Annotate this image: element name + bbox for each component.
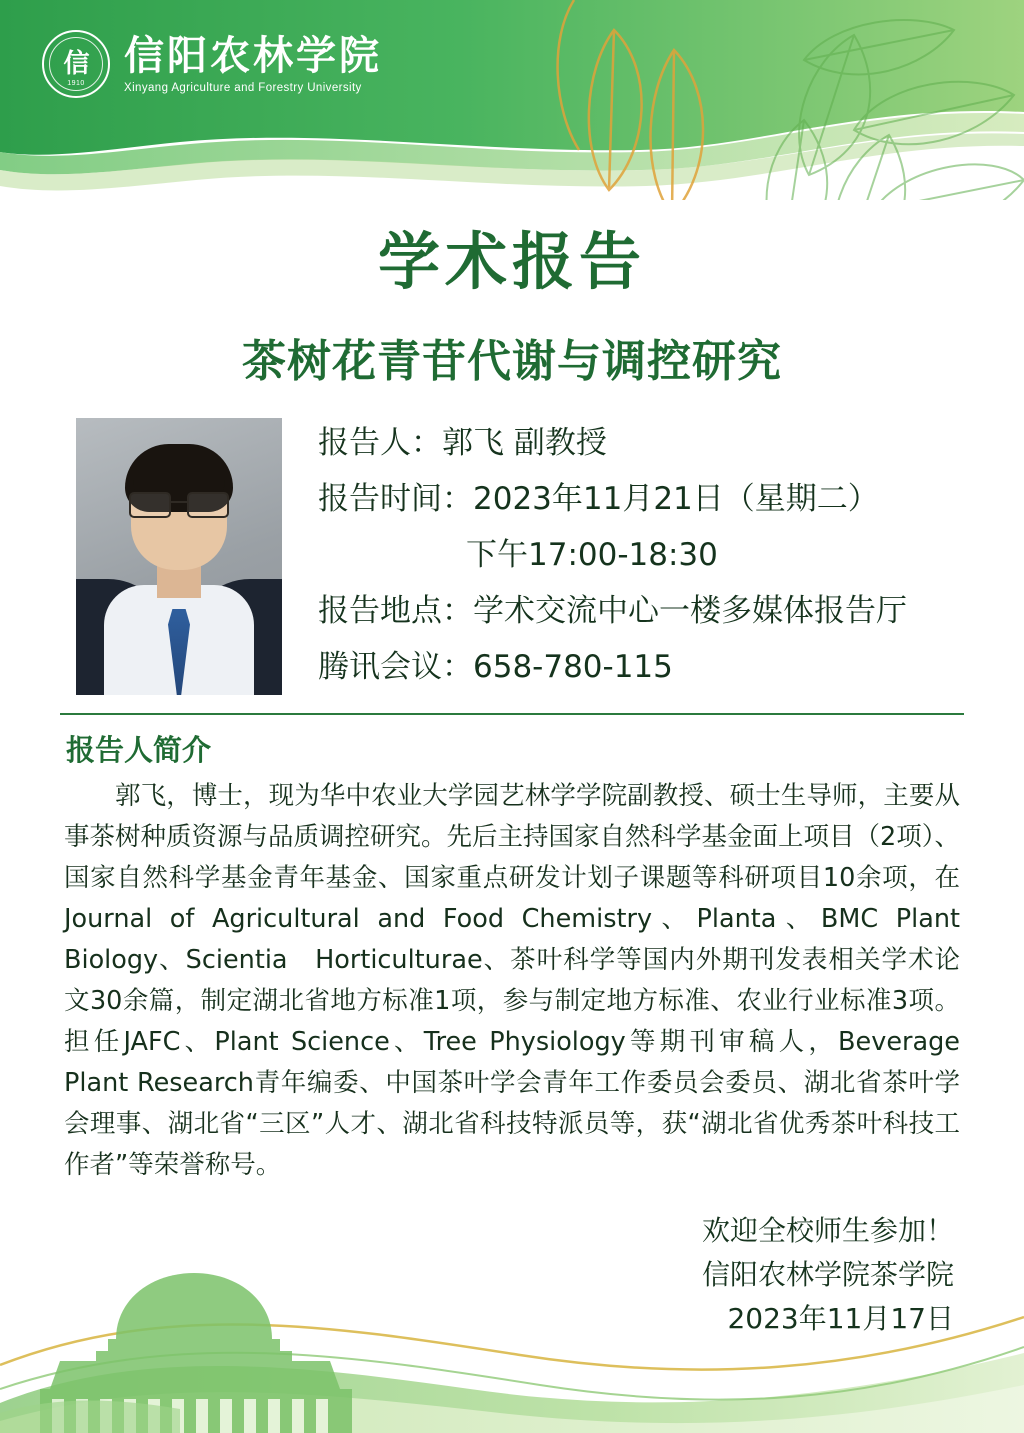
logo-seal-year: 1910 (67, 80, 85, 87)
footer-notes (702, 1209, 954, 1341)
bio-body (64, 776, 960, 1186)
footer-welcome: 欢迎全校师生参加！ (701, 1214, 954, 1247)
logo-seal-icon (42, 30, 110, 98)
poster-subtitle: 茶树花青苷代谢与调控研究 (242, 336, 782, 387)
section-divider (60, 713, 964, 715)
university-name-cn: 信阳农林学院 (124, 31, 382, 79)
bio-heading: 报告人简介 (66, 733, 212, 767)
detail-time-second: 下午17:00-18:30 (466, 537, 718, 573)
detail-time: 报告时间：2023年11月21日（星期二） (318, 481, 879, 517)
tea-leaf-decoration (554, 0, 1024, 200)
poster-title: 学术报告 (377, 225, 646, 298)
footer-date: 2023年11月17日 (727, 1302, 954, 1335)
footer-organizer: 信阳农林学院茶学院 (701, 1258, 954, 1291)
logo-seal-mark: 信 (63, 49, 89, 79)
university-logo (42, 30, 382, 98)
header-banner (0, 0, 1024, 200)
bio-paragraph: 郭飞，博士，现为华中农业大学园艺林学学院副教授、硕士生导师，主要从事茶树种质资源与品质调控研究。先后主持国家自然科学基金面上项目（2项）、国家自然科学基金青年基金、国家重点研发计划子课题等科研项目10余项，在Journal of Agricultural and Food Chemistry、Planta、BMC Plant Biology、Scientia Horticulturae、茶叶科学等国内外期刊发表相关学术论文30余篇，制定湖北省地方标准1项，参与制定地方标准、农业行业标准3项。担任JAFC、Plant Science、Tree Physiology等期刊审稿人，Beverage Plant Research青年编委、中国茶叶学会青年工作委员会委员、湖北省茶叶学会理事、湖北省“三区”人才、湖北省科技特派员等，获“湖北省优秀茶叶科技工作者”等荣誉称号。 (64, 781, 960, 1180)
detail-speaker: 报告人：郭飞 副教授 (318, 425, 607, 461)
lecture-details (318, 415, 978, 695)
speaker-photo (76, 418, 282, 695)
detail-place: 报告地点：学术交流中心一楼多媒体报告厅 (318, 593, 907, 629)
university-name-en: Xinyang Agriculture and Forestry University (124, 81, 362, 94)
detail-meeting-id: 腾讯会议：658-780-115 (318, 649, 673, 685)
